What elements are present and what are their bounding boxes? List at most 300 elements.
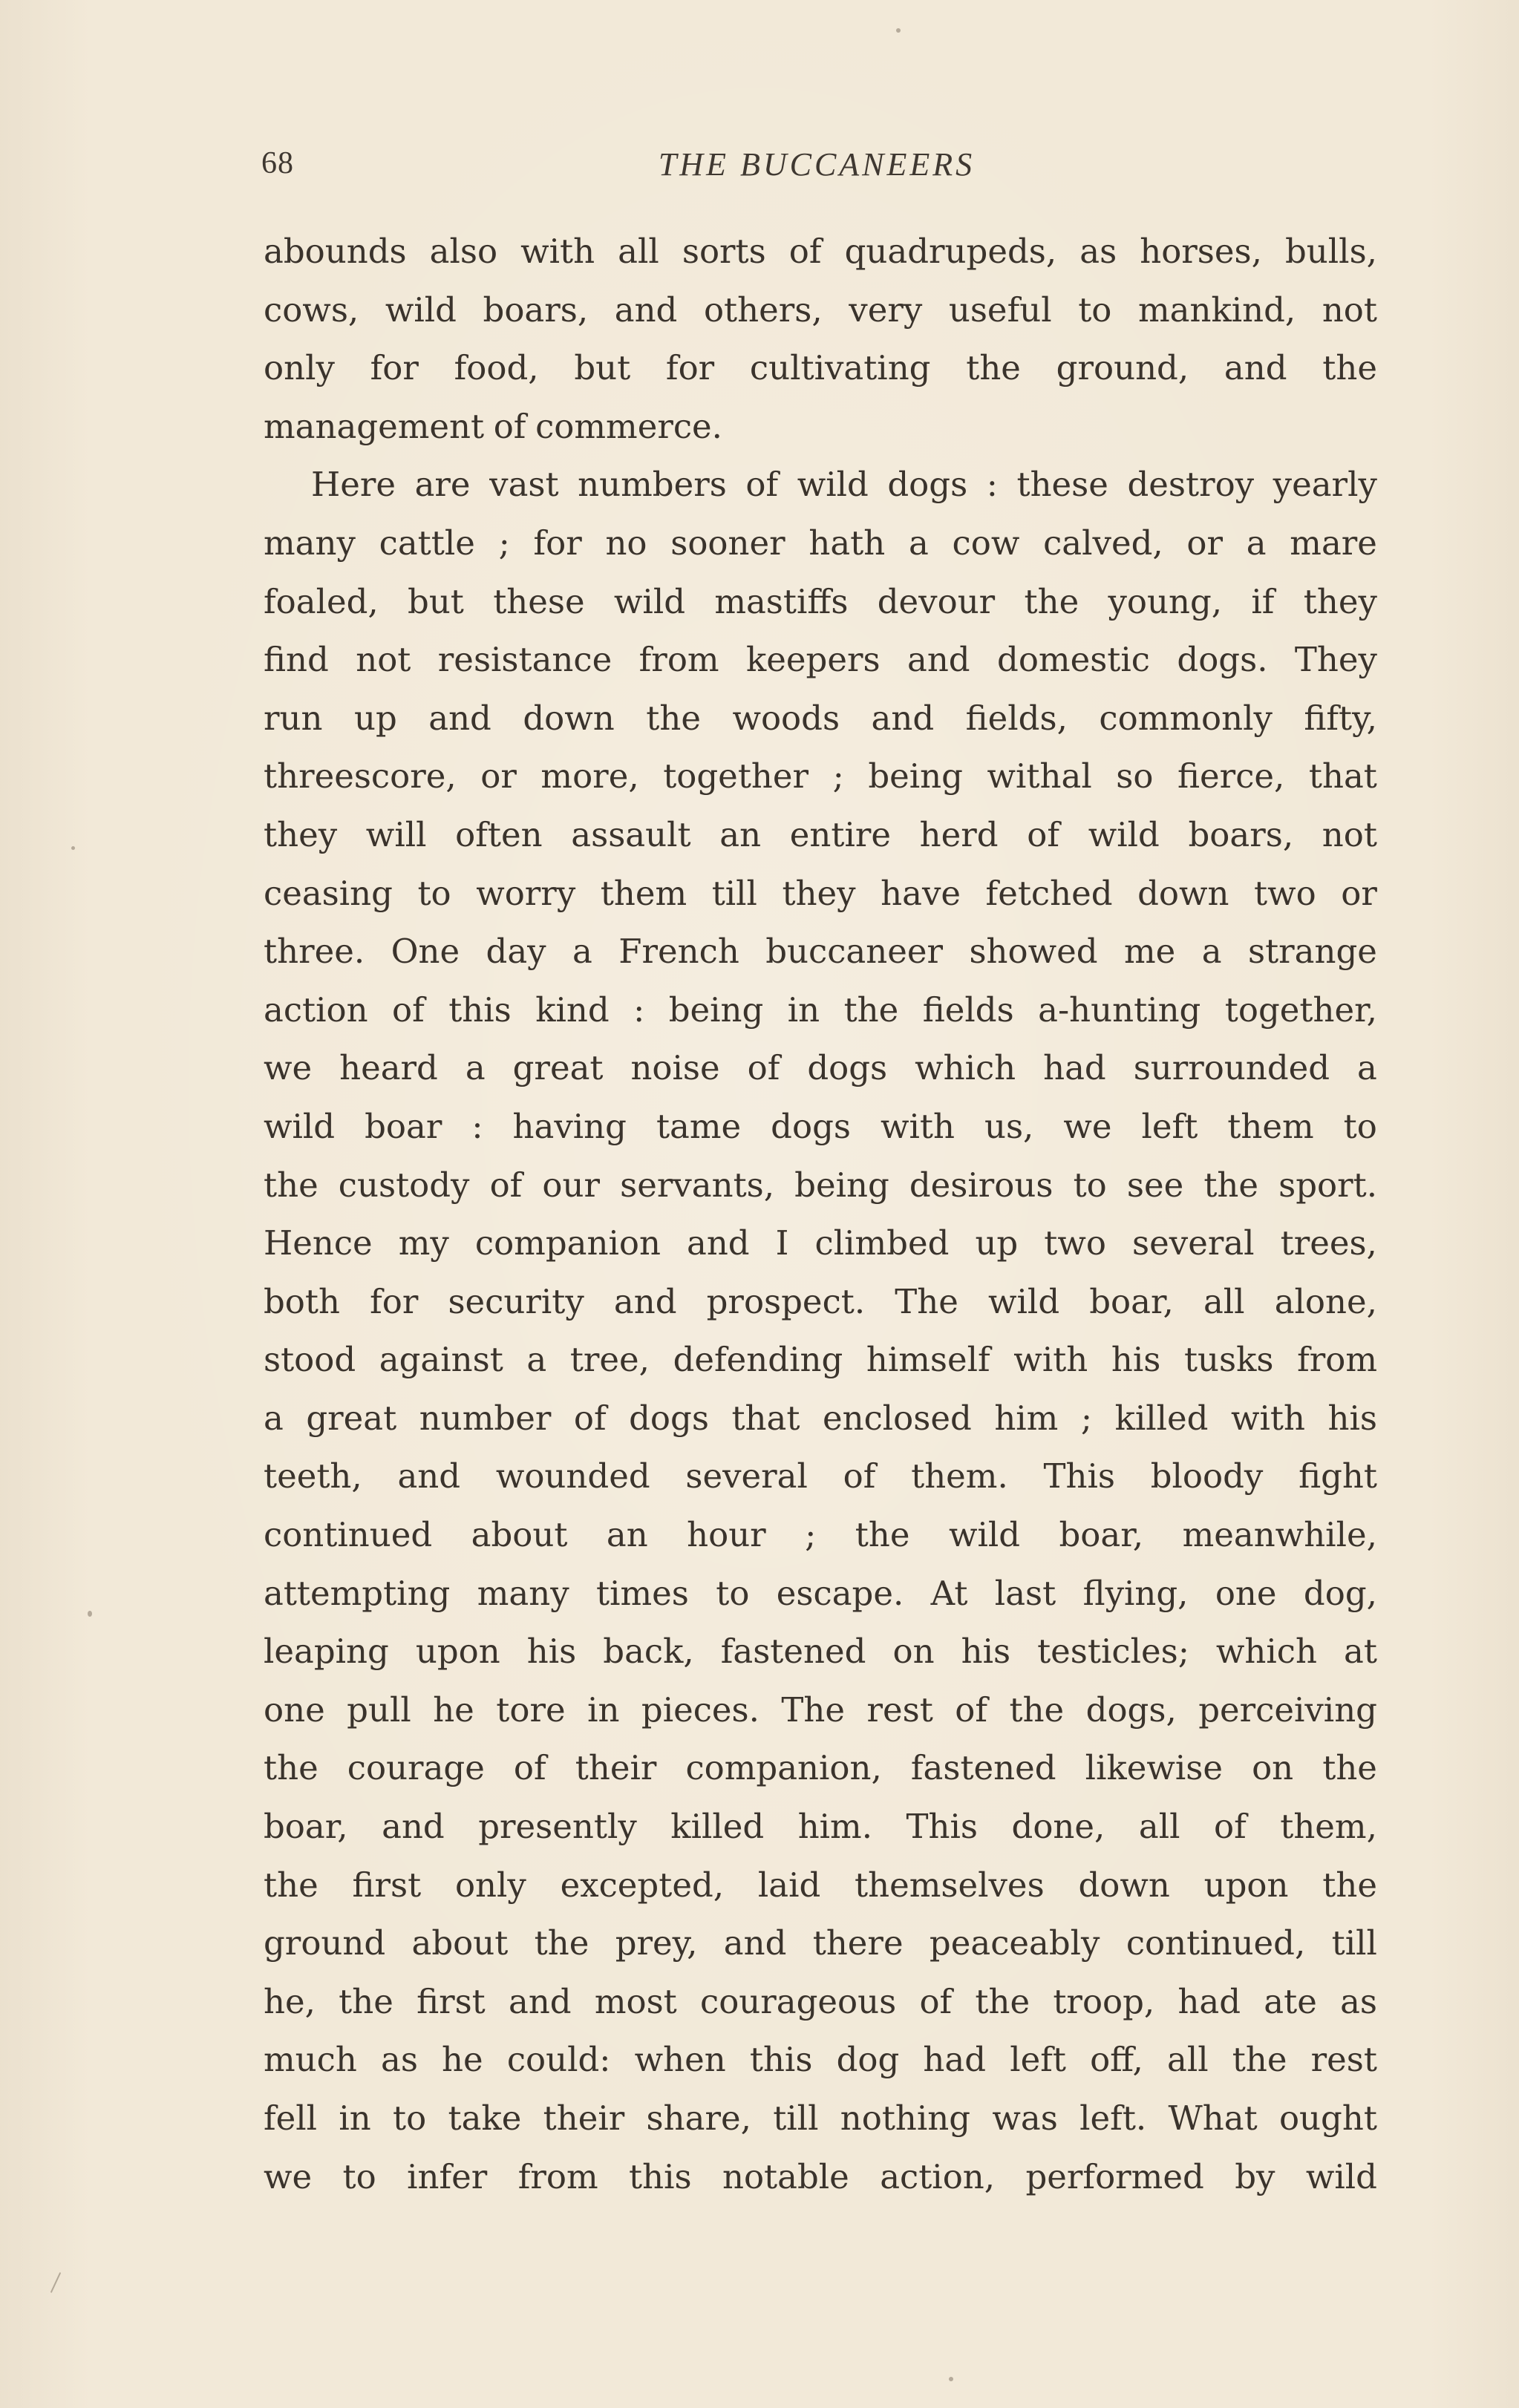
text-word: being [794, 1165, 889, 1205]
text-word: them, [1280, 1807, 1377, 1847]
text-word: enclosed [822, 1398, 972, 1438]
paper-speck [88, 1611, 92, 1617]
text-word: great [512, 1048, 604, 1088]
text-word: horses, [1140, 232, 1262, 271]
text-word: the [1322, 1748, 1377, 1788]
text-word: having [512, 1106, 627, 1146]
text-line [264, 398, 1377, 457]
text-word: being [868, 756, 963, 796]
text-word: prospect. [706, 1281, 866, 1321]
text-word: sport. [1278, 1165, 1377, 1205]
text-word: themselves [855, 1865, 1045, 1905]
text-word: them [1227, 1106, 1314, 1146]
text-word: our [542, 1165, 601, 1205]
text-word: quadrupeds, [844, 232, 1057, 271]
text-word: ; [805, 1515, 817, 1555]
text-word: all [1138, 1807, 1180, 1847]
text-word: cultivating [749, 348, 931, 388]
text-word: fight [1298, 1456, 1377, 1496]
text-word: bloody [1150, 1456, 1264, 1496]
text-word: have [881, 873, 961, 913]
text-word: of [747, 1048, 780, 1088]
text-word: both [264, 1281, 340, 1321]
text-line [264, 281, 1377, 340]
text-word: killed [1114, 1398, 1209, 1438]
text-word: the [843, 989, 899, 1030]
text-word: fields, [965, 698, 1068, 738]
text-word: and [397, 1456, 461, 1496]
text-word: one [264, 1689, 325, 1730]
text-line [264, 865, 1377, 923]
text-word: me [1123, 932, 1176, 972]
text-word: herd [919, 814, 999, 854]
text-word: from [517, 2156, 598, 2196]
text-word: hath [808, 523, 886, 563]
text-word: for [370, 1281, 419, 1321]
paper-speck [50, 2272, 61, 2293]
text-word: the [1322, 1865, 1377, 1905]
text-word: day [486, 932, 546, 972]
text-word: they [1303, 581, 1377, 621]
text-word: but [408, 581, 464, 621]
text-word: first [416, 1981, 486, 2021]
text-word: much [264, 2040, 357, 2080]
text-word: his [526, 1632, 577, 1672]
text-word: noise [630, 1048, 720, 1088]
text-word: buccaneer [765, 932, 944, 972]
text-line [264, 1273, 1377, 1332]
text-word: times [596, 1573, 689, 1613]
text-word: foaled, [264, 581, 379, 621]
text-word: tore [496, 1689, 566, 1730]
text-line [264, 514, 1377, 573]
text-word: Hence [264, 1223, 373, 1263]
text-word: to [1343, 1106, 1377, 1146]
text-word: numbers [578, 465, 727, 505]
text-line [264, 2148, 1377, 2207]
text-line [264, 1739, 1377, 1798]
text-word: till [711, 873, 757, 913]
text-line [264, 747, 1377, 806]
text-word: dogs [771, 1106, 851, 1146]
text-word: down [1078, 1865, 1170, 1905]
text-word: boar, [1059, 1515, 1144, 1555]
text-word: and [382, 1807, 445, 1847]
text-word: fierce, [1177, 756, 1285, 796]
text-word: about [471, 1515, 568, 1555]
text-word: rest [866, 1689, 933, 1730]
text-word: keepers [746, 640, 881, 680]
text-word: One [391, 932, 460, 972]
text-word: more, [540, 756, 639, 796]
text-word: to [1078, 289, 1112, 330]
text-word: management [264, 406, 485, 446]
text-word: they [782, 873, 856, 913]
text-word: an [606, 1515, 648, 1555]
text-word: many [264, 523, 356, 563]
text-word: could: [506, 2040, 611, 2080]
text-word: with [880, 1106, 955, 1146]
text-word: with [520, 232, 595, 271]
text-word: ground, [1056, 348, 1189, 388]
text-word: we [1063, 1106, 1112, 1146]
text-word: this [749, 2040, 813, 2080]
text-word: fastened [720, 1632, 866, 1672]
text-word: boars, [483, 289, 589, 330]
text-word: from [1297, 1340, 1377, 1380]
text-line [264, 1914, 1377, 1973]
text-line [264, 923, 1377, 981]
text-word: all [1167, 2040, 1209, 2080]
text-word: mare [1290, 523, 1377, 563]
text-word: their [575, 1748, 657, 1788]
text-word: by [1235, 2156, 1275, 2196]
text-word: his [1111, 1340, 1161, 1380]
text-word: The [895, 1281, 958, 1321]
text-word: him. [797, 1807, 873, 1847]
text-word: presently [478, 1807, 637, 1847]
text-word: two [1044, 1223, 1106, 1263]
text-word: boar, [264, 1807, 348, 1847]
text-word: dogs [629, 1398, 709, 1438]
text-word: resistance [437, 640, 612, 680]
text-line [264, 339, 1377, 398]
paper-speck [949, 2377, 953, 2381]
text-word: surrounded [1133, 1048, 1330, 1088]
text-word: and [871, 698, 935, 738]
text-word: continued, [1126, 1923, 1306, 1963]
text-word: dog [836, 2040, 900, 2080]
text-word: these [1016, 465, 1108, 505]
text-word: mankind, [1137, 289, 1296, 330]
text-word: dogs, [1085, 1689, 1177, 1730]
text-word: stood [264, 1340, 356, 1380]
text-word: see [1126, 1165, 1184, 1205]
text-word: the [264, 1165, 318, 1205]
text-word: What [1168, 2098, 1258, 2138]
text-word: upon [1203, 1865, 1289, 1905]
text-word: often [455, 814, 543, 854]
text-word: infer [407, 2156, 488, 2196]
text-word: for [370, 348, 419, 388]
text-word: and [1224, 348, 1287, 388]
text-word: devour [877, 581, 996, 621]
text-word: for [533, 523, 582, 563]
text-word: pieces. [641, 1689, 760, 1730]
text-word: as [1079, 232, 1117, 271]
text-word: in [339, 2098, 371, 2138]
text-word: tree, [569, 1340, 650, 1380]
text-word: of [1027, 814, 1060, 854]
text-word: of [843, 1456, 876, 1496]
text-word: they [264, 814, 338, 854]
text-word: worry [476, 873, 576, 913]
text-word: for [665, 348, 715, 388]
text-word: my [398, 1223, 449, 1263]
text-word: of [513, 1748, 546, 1788]
body-text [264, 223, 1377, 2206]
paper-speck [71, 846, 75, 850]
text-word: abounds [264, 232, 407, 271]
text-word: done, [1011, 1807, 1105, 1847]
text-word: only [264, 348, 335, 388]
running-head: THE BUCCANEERS [658, 146, 976, 183]
text-word: the [264, 1748, 318, 1788]
text-word: flying, [1082, 1573, 1189, 1613]
text-word: not [1322, 289, 1377, 330]
text-word: most [594, 1981, 677, 2021]
text-word: had [1043, 1048, 1106, 1088]
text-word: and [723, 1923, 787, 1963]
text-word: showed [969, 932, 1098, 972]
text-word: dog, [1303, 1573, 1377, 1613]
text-word: and [508, 1981, 572, 2021]
text-word: a [572, 932, 592, 972]
text-line [264, 1214, 1377, 1273]
text-word: will [365, 814, 427, 854]
text-word: performed [1025, 2156, 1204, 2196]
text-word: several [685, 1456, 808, 1496]
text-word: desirous [909, 1165, 1054, 1205]
text-word: French [618, 932, 739, 972]
text-word: them [600, 873, 687, 913]
text-word: run [264, 698, 323, 738]
text-word: to [1073, 1165, 1107, 1205]
text-word: a-hunting [1038, 989, 1201, 1030]
text-word: companion [474, 1223, 661, 1263]
text-word: their [543, 2098, 625, 2138]
text-word: when [634, 2040, 726, 2080]
text-word: as [1340, 1981, 1377, 2021]
text-word: dogs [887, 465, 968, 505]
text-word: he [442, 2040, 483, 2080]
text-word: was [992, 2098, 1058, 2138]
text-word: ate [1264, 1981, 1317, 2021]
text-word: Here [311, 465, 396, 505]
text-word: notable [722, 2156, 849, 2196]
text-word: boar, [1089, 1281, 1174, 1321]
text-word: or [1341, 873, 1377, 913]
text-word: this [629, 2156, 692, 2196]
text-word: one [1215, 1573, 1277, 1613]
text-word: of [955, 1689, 988, 1730]
text-word: together, [1224, 989, 1377, 1030]
text-word: threescore, [264, 756, 457, 796]
text-word: vast [489, 465, 559, 505]
text-word: attempting [264, 1573, 451, 1613]
text-line [264, 1447, 1377, 1506]
text-word: and [906, 640, 970, 680]
text-word: useful [948, 289, 1052, 330]
text-word: wild [948, 1515, 1021, 1555]
text-word: prey, [615, 1923, 698, 1963]
text-word: a [264, 1398, 284, 1438]
text-word: so [1116, 756, 1154, 796]
text-word: if [1251, 581, 1275, 621]
text-word: courageous [700, 1981, 897, 2021]
text-line [264, 981, 1377, 1040]
text-word: This [1043, 1456, 1115, 1496]
text-word: left [1141, 1106, 1198, 1146]
text-word: I [775, 1223, 789, 1263]
text-word: to [417, 873, 451, 913]
text-word: trees, [1280, 1223, 1377, 1263]
text-word: kind [535, 989, 610, 1030]
text-word: and [614, 289, 678, 330]
text-line [264, 1506, 1377, 1565]
text-word: take [448, 2098, 522, 2138]
text-line [264, 1798, 1377, 1856]
text-word: at [1344, 1632, 1377, 1672]
text-line [264, 2090, 1377, 2148]
text-word: them. [911, 1456, 1008, 1496]
text-word: several [1132, 1223, 1255, 1263]
text-word: troop, [1053, 1981, 1155, 2021]
text-word: himself [866, 1340, 990, 1380]
text-word: last [994, 1573, 1056, 1613]
text-line [264, 456, 1377, 514]
text-word: servants, [620, 1165, 775, 1205]
text-line [264, 1681, 1377, 1740]
text-word: mastiffs [714, 581, 849, 621]
text-word: alone, [1274, 1281, 1377, 1321]
text-word: and [428, 698, 491, 738]
text-word: of [745, 465, 779, 505]
text-word: in [587, 1689, 620, 1730]
text-word: escape. [776, 1573, 904, 1613]
text-word: security [448, 1281, 584, 1321]
text-word: domestic [997, 640, 1150, 680]
text-word: sooner [670, 523, 785, 563]
text-word: are [414, 465, 471, 505]
text-line [264, 631, 1377, 690]
text-word: all [1203, 1281, 1245, 1321]
text-word: continued [264, 1515, 433, 1555]
text-word: the [855, 1515, 910, 1555]
text-word: calved, [1043, 523, 1163, 563]
text-word: meanwhile, [1182, 1515, 1377, 1555]
text-word: companion, [685, 1748, 882, 1788]
text-word: not [1322, 814, 1377, 854]
text-word: a [1246, 523, 1267, 563]
text-word: boars, [1188, 814, 1294, 854]
text-word: left. [1079, 2098, 1147, 2138]
text-word: down [1137, 873, 1229, 913]
text-word: which [1215, 1632, 1317, 1672]
text-word: food, [454, 348, 539, 388]
text-word: fastened [910, 1748, 1056, 1788]
text-word: the [966, 348, 1021, 388]
text-word: destroy [1127, 465, 1255, 505]
text-word: with [1013, 1340, 1088, 1380]
text-word: wild [988, 1281, 1060, 1321]
text-word: that [731, 1398, 800, 1438]
text-word: an [719, 814, 762, 854]
text-line [264, 1331, 1377, 1390]
text-word: testicles; [1037, 1632, 1189, 1672]
text-word: dogs [807, 1048, 888, 1088]
text-word: killed [670, 1807, 765, 1847]
text-word: : [633, 989, 645, 1030]
text-word: young, [1108, 581, 1223, 621]
text-word: down [523, 698, 615, 738]
text-word: The [781, 1689, 846, 1730]
text-word: wild [264, 1106, 336, 1146]
text-word: a [465, 1048, 486, 1088]
text-word: assault [571, 814, 691, 854]
text-word: leaping [264, 1632, 389, 1672]
text-word: pull [347, 1689, 411, 1730]
text-word: we [264, 1048, 313, 1088]
text-word: This [906, 1807, 979, 1847]
text-word: together [663, 756, 809, 796]
text-word: wild [1305, 2156, 1377, 2196]
text-word: three. [264, 932, 365, 972]
text-word: nothing [840, 2098, 971, 2138]
text-word: the [1024, 581, 1079, 621]
text-word: very [849, 289, 923, 330]
text-word: laid [757, 1865, 821, 1905]
text-word: ; [1080, 1398, 1093, 1438]
text-word: sorts [682, 232, 766, 271]
text-line [264, 1156, 1377, 1215]
text-word: peaceably [929, 1923, 1100, 1963]
text-word: these [493, 581, 585, 621]
text-word: strange [1247, 932, 1377, 972]
text-word: wild [385, 289, 457, 330]
text-word: off, [1090, 2040, 1143, 2080]
text-word: that [1308, 756, 1377, 796]
text-word: others, [703, 289, 823, 330]
text-word: custody [338, 1165, 470, 1205]
text-word: : [986, 465, 998, 505]
text-word: or [1186, 523, 1224, 563]
text-word: perceiving [1198, 1689, 1377, 1730]
text-word: from [638, 640, 719, 680]
text-word: with [1230, 1398, 1305, 1438]
text-word: not [356, 640, 411, 680]
text-word: had [1177, 1981, 1241, 2021]
text-word: the [264, 1865, 318, 1905]
text-word: about [411, 1923, 509, 1963]
text-word: of [573, 1398, 607, 1438]
text-word: cow [952, 523, 1020, 563]
text-word: his [961, 1632, 1011, 1672]
text-word: the [1322, 348, 1377, 388]
text-line [264, 1098, 1377, 1156]
text-word: likewise [1085, 1748, 1223, 1788]
text-word: woods [732, 698, 840, 738]
text-word: back, [603, 1632, 694, 1672]
paper-speck [896, 28, 901, 33]
text-word: no [605, 523, 647, 563]
text-word: we [264, 2156, 313, 2196]
text-word: action, [880, 2156, 996, 2196]
page-header [261, 145, 1372, 190]
text-word: he [433, 1689, 474, 1730]
text-word: till [1331, 1923, 1377, 1963]
text-line [264, 573, 1377, 632]
text-word: find [264, 640, 329, 680]
text-word: to [716, 1573, 750, 1613]
text-word: courage [347, 1748, 485, 1788]
text-word: hour [687, 1515, 766, 1555]
text-word: his [1327, 1398, 1377, 1438]
text-word: fifty, [1304, 698, 1377, 738]
text-word: to [393, 2098, 427, 2138]
text-word: up [353, 698, 397, 738]
text-word: being [668, 989, 764, 1030]
